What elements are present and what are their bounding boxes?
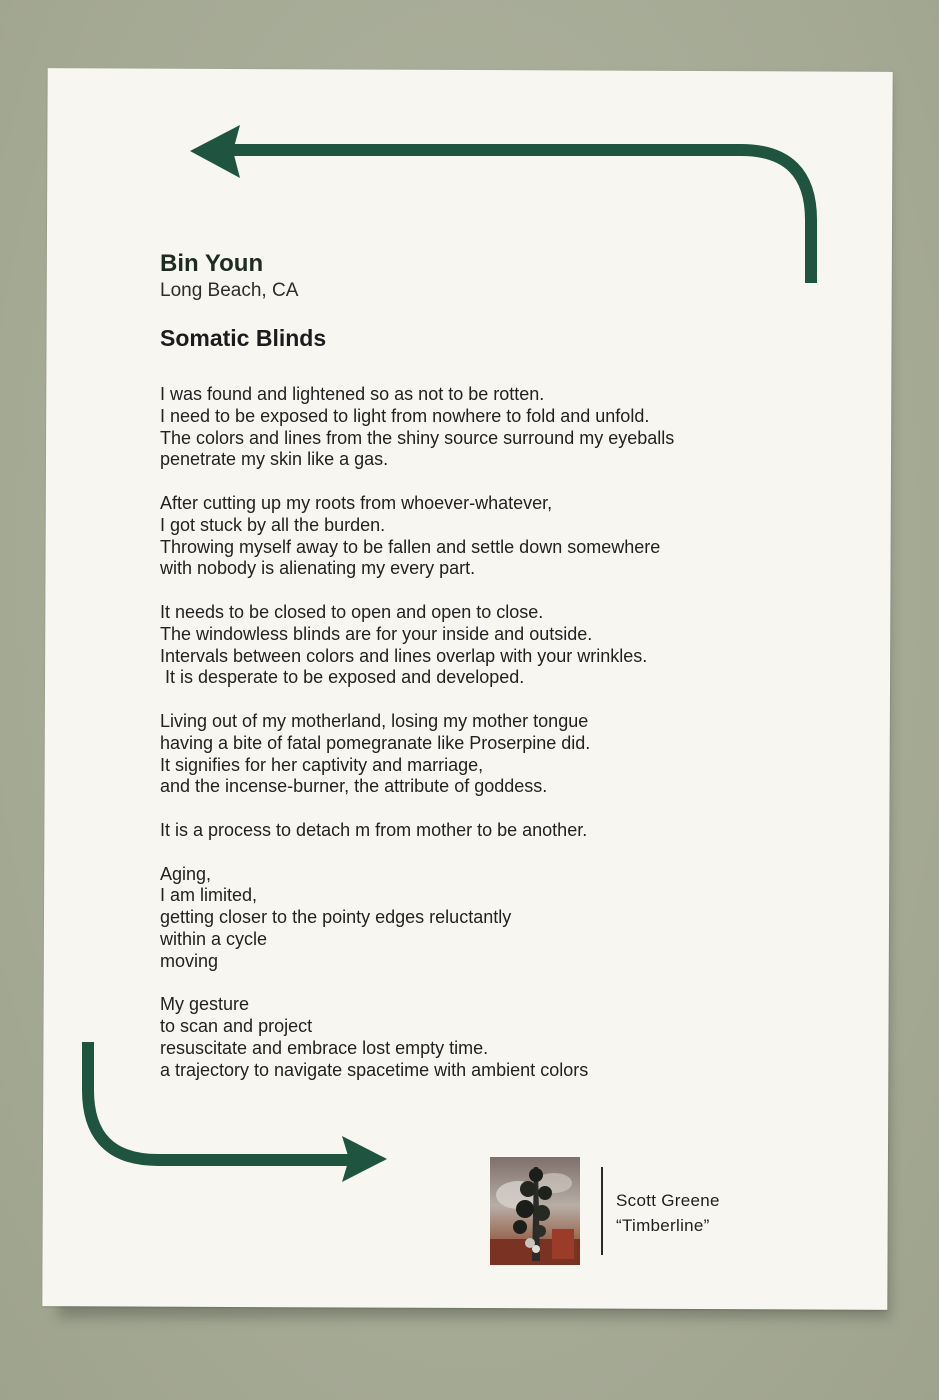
poem-line: It needs to be closed to open and open to close. (160, 601, 544, 622)
stanza-4 (160, 711, 800, 798)
stanza-7 (160, 994, 800, 1081)
stanza-5 (160, 820, 800, 842)
stanza-1 (160, 384, 800, 471)
poem-line: and the incense-burner, the attribute of goddess. (160, 776, 548, 797)
poem-body (160, 384, 800, 1103)
poem-line: penetrate my skin like a gas. (160, 449, 389, 470)
poem-line: a trajectory to navigate spacetime with ambient colors (160, 1059, 589, 1080)
stanza-3 (160, 602, 800, 689)
poem-line: I need to be exposed to light from nowhere to fold and unfold. (160, 405, 650, 426)
poem-line: It signifies for her captivity and marriage, (160, 754, 484, 775)
poem-line: moving (160, 950, 219, 971)
credit-divider (601, 1167, 603, 1255)
poem-line: Living out of my motherland, losing my mother tongue (160, 710, 589, 731)
top-arrowhead (190, 125, 240, 178)
artwork-title: “Timberline” (616, 1216, 710, 1235)
poem-line: with nobody is alienating my every part. (160, 558, 476, 579)
poem-line: My gesture (160, 994, 250, 1015)
top-curved-arrow-left-icon (190, 125, 811, 283)
timberline-painting-image (490, 1157, 580, 1265)
poem-line: getting closer to the pointy edges reluctantly (160, 907, 512, 928)
author-name: Bin Youn (160, 250, 264, 277)
stanza-2 (160, 493, 800, 580)
poem-line: Intervals between colors and lines overlap with your wrinkles. (160, 645, 648, 666)
top-arrow-shaft (228, 150, 811, 283)
poem-line: The windowless blinds are for your inside and outside. (160, 623, 593, 644)
poem-line: I was found and lightened so as not to be rotten. (160, 384, 545, 404)
poem-line: to scan and project (160, 1016, 313, 1037)
poem-line: within a cycle (160, 928, 268, 949)
poem-line: After cutting up my roots from whoever-whatever, (160, 492, 553, 513)
poem-line: Aging, (160, 863, 212, 884)
poem-line: The colors and lines from the shiny source surround my eyeballs (160, 427, 675, 448)
poem-line: I am limited, (160, 885, 258, 906)
artwork-thumbnail (490, 1157, 580, 1265)
stanza-6 (160, 864, 800, 973)
poem-line: It is desperate to be exposed and developed. (160, 667, 525, 688)
poem-line: Throwing myself away to be fallen and settle down somewhere (160, 536, 661, 557)
artist-name: Scott Greene (616, 1191, 720, 1210)
poem-line: I got stuck by all the burden. (160, 514, 386, 535)
poem-title: Somatic Blinds (160, 325, 327, 351)
author-location: Long Beach, CA (160, 280, 299, 301)
poem-line: It is a process to detach m from mother to be another. (160, 819, 588, 840)
poem-line: having a bite of fatal pomegranate like Proserpine did. (160, 732, 591, 753)
artwork-credit (616, 1188, 720, 1238)
poem-line: resuscitate and embrace lost empty time. (160, 1037, 489, 1058)
